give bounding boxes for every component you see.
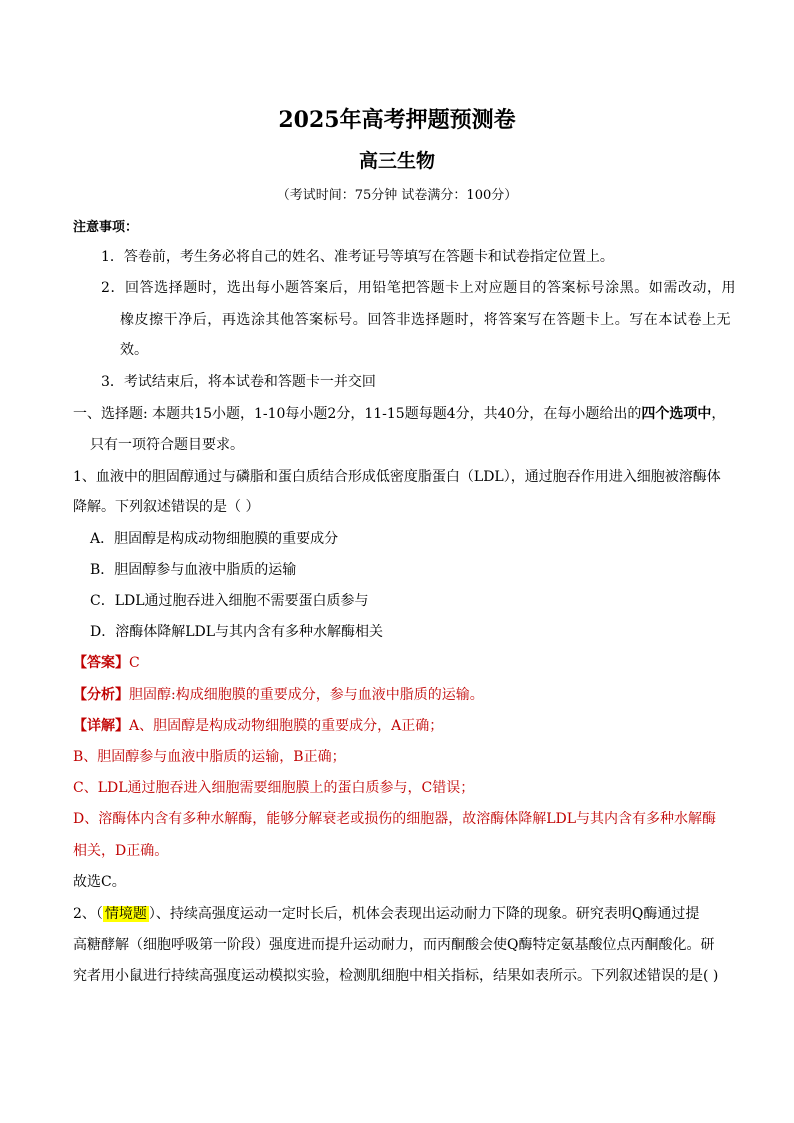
q1-option-c: C．LDL通过胞吞进入细胞不需要蛋白质参与: [90, 593, 369, 609]
q2-stem-line1: [73, 903, 733, 923]
notice-heading: 注意事项：: [73, 220, 139, 235]
notice-item-2-line3: 效。: [120, 342, 148, 358]
q2-prefix: 2、（: [73, 906, 103, 922]
q1-answer: [73, 652, 733, 672]
q1-detail-d-line1: D、溶酶体内含有多种水解酶，能够分解衰老或损伤的细胞器，故溶酶体降解LDL与其内含有多种水解酶: [73, 811, 717, 827]
q1-detail-c: C、LDL通过胞吞进入细胞需要细胞膜上的蛋白质参与，C错误；: [73, 780, 475, 796]
q1-stem-line1: 1、血液中的胆固醇通过与磷脂和蛋白质结合形成低密度脂蛋白（LDL），通过胞吞作用进入细胞被溶酶体: [73, 469, 721, 485]
q2-stem-line2: 高糖酵解（细胞呼吸第一阶段）强度进而提升运动耐力，而丙酮酸会使Q酶特定氨基酸位点丙酮酸化。研: [73, 937, 715, 953]
q1-option-a: A．胆固醇是构成动物细胞膜的重要成分: [90, 531, 339, 547]
q1-detail-b: B、胆固醇参与血液中脂质的运输，B正确；: [73, 749, 346, 765]
page-subtitle: 高三生物: [358, 150, 435, 172]
notice-item-2-line1: 2．回答选择题时，选出每小题答案后，用铅笔把答题卡上对应题目的答案标号涂黑。如需改动，用: [101, 280, 737, 296]
notice-item-3: 3．考试结束后，将本试卷和答题卡一并交回: [101, 374, 376, 390]
analysis-text: 胆固醇:构成细胞膜的重要成分，参与血液中脂质的运输。: [129, 687, 484, 703]
section-heading-comma: ，: [711, 406, 726, 422]
q1-option-b: B．胆固醇参与血液中脂质的运输: [90, 562, 297, 578]
section-heading-text: 一、选择题: 本题共15小题，1-10每小题2分，11-15题每题4分，共40分，在每小题给出的: [73, 406, 642, 422]
section-heading-bold: 四个选项中: [641, 406, 712, 422]
q1-option-d: D．溶酶体降解LDL与其内含有多种水解酶相关: [90, 624, 384, 640]
notice-item-2-line2: 橡皮擦干净后，再选涂其他答案标号。回答非选择题时，将答案写在答题卡上。写在本试卷上无: [120, 312, 732, 328]
q1-detail: [73, 715, 733, 735]
q1-stem-line2: 降解。下列叙述错误的是（ ）: [73, 499, 260, 515]
q1-detail-d-line2: 相关，D正确。: [73, 843, 169, 859]
q1-conclusion: 故选C。: [73, 874, 126, 890]
exam-info: （考试时间：75分钟 试卷满分：100分）: [276, 188, 518, 203]
q2-stem-line3: 究者用小鼠进行持续高强度运动模拟实验，检测肌细胞中相关指标，结果如表所示。下列叙述错误的是( ): [73, 968, 719, 984]
detail-a: A、胆固醇是构成动物细胞膜的重要成分，A正确；: [129, 718, 444, 734]
q2-context-tag: 情境题: [104, 906, 147, 922]
analysis-tag: 【分析】: [73, 687, 129, 703]
section-heading-line1: [73, 403, 733, 423]
q1-analysis: [73, 684, 733, 704]
page-title: 2025年高考押题预测卷: [278, 107, 516, 133]
section-heading-line2: 只有一项符合题目要求。: [90, 437, 244, 453]
answer-value: C: [129, 655, 140, 671]
answer-tag: 【答案】: [73, 655, 129, 671]
detail-tag: 【详解】: [73, 718, 129, 734]
q2-stem-rest: ）、持续高强度运动一定时长后，机体会表现出运动耐力下降的现象。研究表明Q酶通过提: [148, 906, 700, 922]
notice-item-1: 1．答卷前，考生务必将自己的姓名、准考证号等填写在答题卡和试卷指定位置上。: [101, 249, 614, 265]
